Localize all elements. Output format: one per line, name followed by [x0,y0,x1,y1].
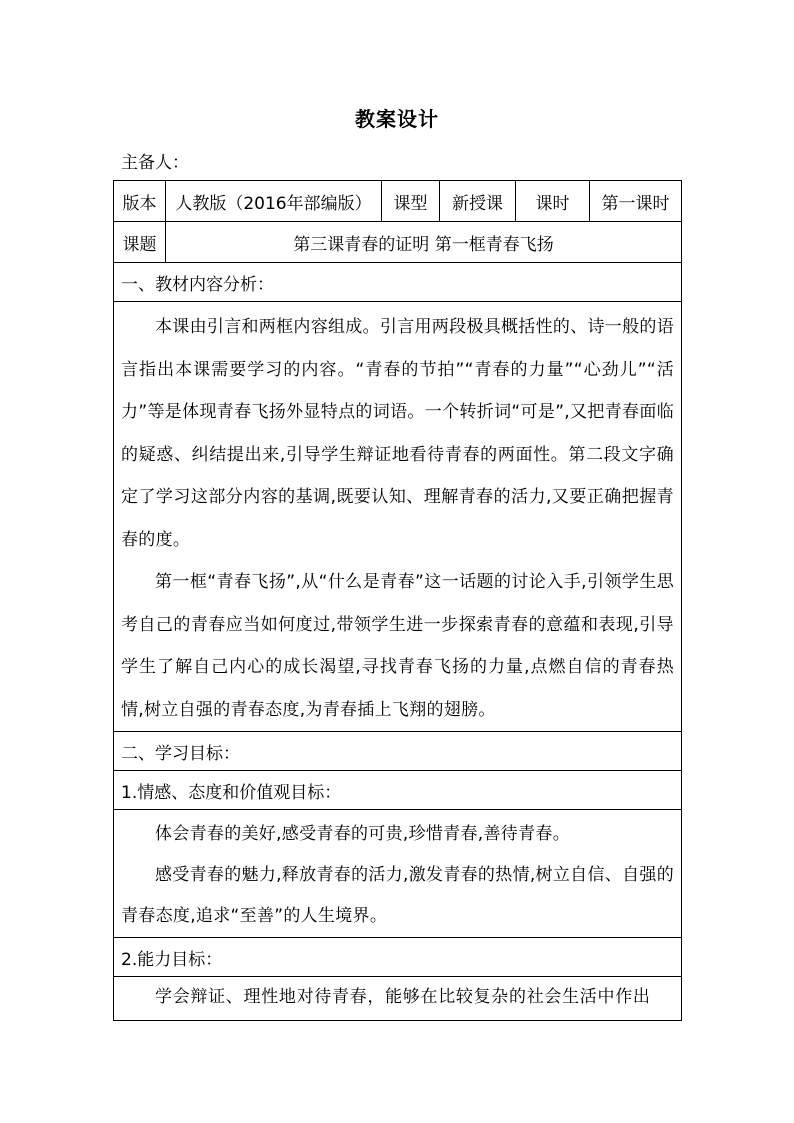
section1-content [114,302,682,732]
goal1-paragraph-2: 感受青春的魅力,释放青春的活力,激发青春的热情,树立自信、自强的青春态度,追求“至善”的人生境界。 [121,865,674,926]
goal1-heading: 1.情感、态度和价值观目标： [114,771,682,810]
lesson-type-label: 课型 [382,181,440,222]
edition-label: 版本 [114,181,166,222]
goal1-content-row [114,810,682,938]
goal1-heading-row [114,771,682,810]
goal1-paragraph-1: 体会青春的美好,感受青春的可贵,珍惜青春,善待青春。 [155,824,571,844]
preparer-label: 主备人： [121,153,189,173]
goal2-paragraph: 学会辩证、理性地对待青春，能够在比较复杂的社会生活中作出 [155,987,651,1007]
topic-value: 第三课青春的证明 第一框青春飞扬 [166,222,682,263]
edition-value: 人教版（2016年部编版） [166,181,382,222]
analysis-paragraph-2: 第一框“青春飞扬”,从“什么是青春”这一话题的讨论入手,引领学生思考自己的青春应当如何度过,带领学生进一步探索青春的意蕴和表现,引导学生了解自己内心的成长渴望,寻找青春飞扬的力量,点燃自信的青春热情,树立自强的青春态度,为青春插上飞翔的翅膀。 [121,572,674,720]
goal1-content [114,810,682,938]
section2-heading: 二、学习目标： [114,732,682,771]
analysis-paragraph-1: 本课由引言和两框内容组成。引言用两段极具概括性的、诗一般的语言指出本课需要学习的内容。“青春的节拍”“青春的力量”“心劲儿”“活力”等是体现青春飞扬外显特点的词语。一个转折词“可是”,又把青春面临的疑惑、纠结提出来,引导学生辩证地看待青春的两面性。第二段文字确定了学习这部分内容的基调,既要认知、理解青春的活力,又要正确把握青春的度。 [121,317,674,550]
goal2-content [114,977,682,1021]
topic-row [114,222,682,263]
section1-content-row [114,302,682,732]
goal2-heading-row [114,938,682,977]
lesson-plan-table [113,180,682,1021]
section2-heading-row [114,732,682,771]
topic-label: 课题 [114,222,166,263]
period-value: 第一课时 [590,181,682,222]
section1-heading-row [114,263,682,302]
period-label: 课时 [516,181,590,222]
section1-heading: 一、教材内容分析： [114,263,682,302]
lesson-type-value: 新授课 [440,181,516,222]
goal2-content-row [114,977,682,1021]
document-title: 教案设计 [355,107,439,131]
goal2-heading: 2.能力目标： [114,938,682,977]
info-row [114,181,682,222]
